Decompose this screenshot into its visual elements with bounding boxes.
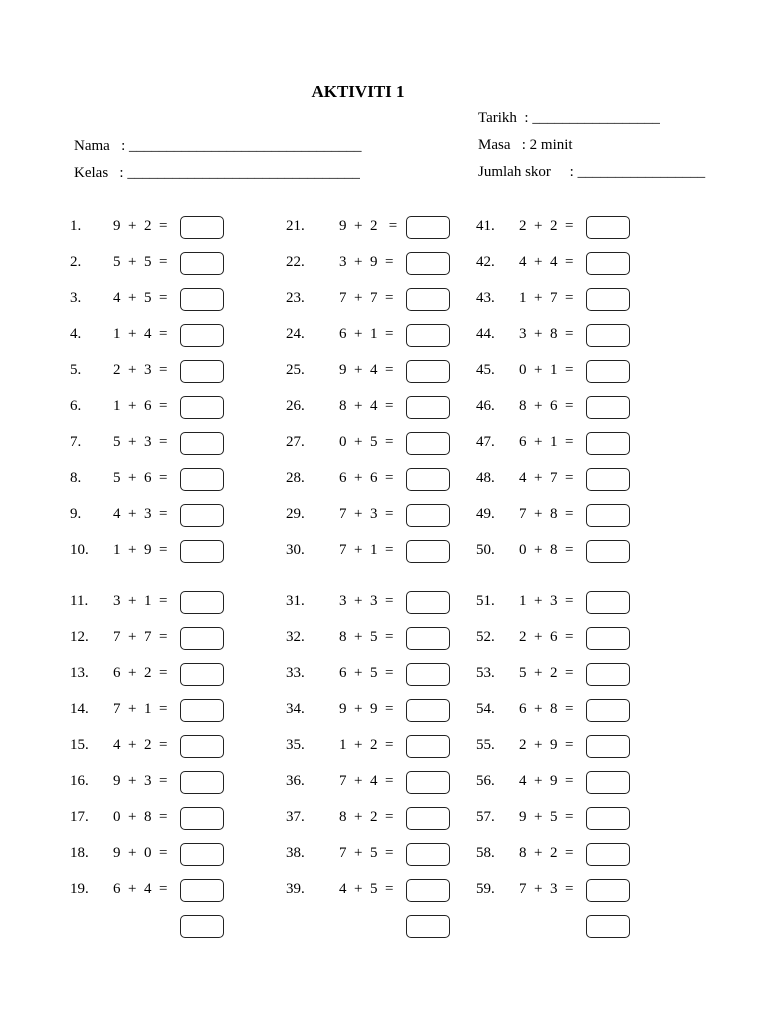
answer-box[interactable] (406, 288, 450, 311)
problem-equation: 5 + 6 = (113, 470, 168, 486)
problem-equation: 1 + 4 = (113, 326, 168, 342)
problem-equation: 6 + 5 = (339, 665, 394, 681)
problem-equation: 1 + 6 = (113, 398, 168, 414)
problem-number: 5. (70, 362, 82, 378)
answer-box[interactable] (586, 504, 630, 527)
problem-number: 56. (476, 773, 495, 789)
answer-box[interactable] (586, 288, 630, 311)
problem-equation: 7 + 5 = (339, 845, 394, 861)
problem-number: 9. (70, 506, 82, 522)
problem-number: 35. (286, 737, 305, 753)
problem-number: 51. (476, 593, 495, 609)
answer-box[interactable] (180, 879, 224, 902)
answer-box[interactable] (406, 540, 450, 563)
problem-equation: 5 + 2 = (519, 665, 574, 681)
problem-equation: 9 + 0 = (113, 845, 168, 861)
problem-equation: 3 + 3 = (339, 593, 394, 609)
problem-equation: 6 + 8 = (519, 701, 574, 717)
answer-box[interactable] (586, 591, 630, 614)
problem-equation: 1 + 2 = (339, 737, 394, 753)
answer-box[interactable] (406, 843, 450, 866)
problem-equation: 5 + 5 = (113, 254, 168, 270)
problem-number: 55. (476, 737, 495, 753)
problem-equation: 9 + 2 = (339, 218, 398, 234)
problem-equation: 4 + 9 = (519, 773, 574, 789)
problem-number: 21. (286, 218, 305, 234)
answer-box[interactable] (586, 627, 630, 650)
problem-number: 42. (476, 254, 495, 270)
problem-number: 39. (286, 881, 305, 897)
answer-box[interactable] (586, 252, 630, 275)
problem-equation: 4 + 4 = (519, 254, 574, 270)
problem-number: 6. (70, 398, 82, 414)
page-title: AKTIVITI 1 (311, 82, 405, 101)
problem-number: 28. (286, 470, 305, 486)
problem-number: 47. (476, 434, 495, 450)
problem-number: 33. (286, 665, 305, 681)
problem-number: 50. (476, 542, 495, 558)
answer-box[interactable] (406, 771, 450, 794)
answer-box[interactable] (586, 699, 630, 722)
answer-box[interactable] (180, 699, 224, 722)
problem-equation: 6 + 1 = (339, 326, 394, 342)
answer-box[interactable] (406, 216, 450, 239)
answer-box[interactable] (180, 288, 224, 311)
problem-number: 37. (286, 809, 305, 825)
problem-equation: 2 + 3 = (113, 362, 168, 378)
answer-box[interactable] (406, 468, 450, 491)
masa-label: Masa : 2 minit (478, 137, 573, 153)
answer-box[interactable] (180, 843, 224, 866)
answer-box[interactable] (406, 735, 450, 758)
problem-equation: 6 + 4 = (113, 881, 168, 897)
problem-number: 59. (476, 881, 495, 897)
problem-number: 23. (286, 290, 305, 306)
answer-box[interactable] (406, 432, 450, 455)
problem-equation: 8 + 4 = (339, 398, 394, 414)
problem-number: 48. (476, 470, 495, 486)
answer-box[interactable] (180, 627, 224, 650)
problem-equation: 8 + 2 = (519, 845, 574, 861)
tarikh-field[interactable]: Tarikh : _________________ (478, 110, 660, 126)
problem-equation: 9 + 4 = (339, 362, 394, 378)
problem-number: 3. (70, 290, 82, 306)
problem-number: 29. (286, 506, 305, 522)
answer-box[interactable] (586, 324, 630, 347)
answer-box[interactable] (586, 360, 630, 383)
problem-equation: 7 + 3 = (339, 506, 394, 522)
problem-number: 8. (70, 470, 82, 486)
problem-number: 22. (286, 254, 305, 270)
problem-number: 45. (476, 362, 495, 378)
problem-number: 52. (476, 629, 495, 645)
problem-equation: 8 + 2 = (339, 809, 394, 825)
problem-number: 54. (476, 701, 495, 717)
problem-number: 11. (70, 593, 89, 609)
answer-box[interactable] (180, 807, 224, 830)
answer-box[interactable] (406, 396, 450, 419)
problem-equation: 7 + 1 = (113, 701, 168, 717)
problem-number: 34. (286, 701, 305, 717)
problem-number: 24. (286, 326, 305, 342)
answer-box[interactable] (180, 468, 224, 491)
answer-box[interactable] (586, 843, 630, 866)
answer-box[interactable] (406, 504, 450, 527)
problem-number: 10. (70, 542, 89, 558)
problem-equation: 5 + 3 = (113, 434, 168, 450)
answer-box[interactable] (180, 252, 224, 275)
problem-equation: 1 + 3 = (519, 593, 574, 609)
problem-number: 53. (476, 665, 495, 681)
problem-number: 1. (70, 218, 82, 234)
answer-box[interactable] (180, 396, 224, 419)
answer-box[interactable] (180, 540, 224, 563)
problem-equation: 8 + 6 = (519, 398, 574, 414)
problem-equation: 2 + 9 = (519, 737, 574, 753)
problem-number: 46. (476, 398, 495, 414)
problem-equation: 9 + 2 = (113, 218, 168, 234)
problem-equation: 7 + 4 = (339, 773, 394, 789)
problem-number: 19. (70, 881, 89, 897)
answer-box[interactable] (586, 396, 630, 419)
problem-equation: 4 + 3 = (113, 506, 168, 522)
answer-box[interactable] (406, 252, 450, 275)
problem-equation: 9 + 9 = (339, 701, 394, 717)
problem-number: 38. (286, 845, 305, 861)
answer-box[interactable] (406, 663, 450, 686)
problem-number: 57. (476, 809, 495, 825)
problem-equation: 9 + 5 = (519, 809, 574, 825)
answer-box[interactable] (406, 627, 450, 650)
problem-equation: 4 + 5 = (339, 881, 394, 897)
answer-box[interactable] (180, 735, 224, 758)
answer-box[interactable] (406, 879, 450, 902)
problem-equation: 4 + 5 = (113, 290, 168, 306)
problem-number: 30. (286, 542, 305, 558)
problem-equation: 4 + 7 = (519, 470, 574, 486)
problem-equation: 7 + 8 = (519, 506, 574, 522)
answer-box[interactable] (180, 324, 224, 347)
problem-number: 32. (286, 629, 305, 645)
problem-equation: 2 + 2 = (519, 218, 574, 234)
answer-box[interactable] (180, 432, 224, 455)
answer-box[interactable] (586, 735, 630, 758)
problem-equation: 0 + 1 = (519, 362, 574, 378)
problem-number: 31. (286, 593, 305, 609)
problem-number: 14. (70, 701, 89, 717)
problem-equation: 8 + 5 = (339, 629, 394, 645)
jumlah-skor-field[interactable]: Jumlah skor : _________________ (478, 164, 706, 180)
problem-equation: 3 + 8 = (519, 326, 574, 342)
answer-box[interactable] (180, 360, 224, 383)
problem-number: 26. (286, 398, 305, 414)
problem-equation: 6 + 1 = (519, 434, 574, 450)
answer-box[interactable] (406, 807, 450, 830)
problem-number: 25. (286, 362, 305, 378)
problem-equation: 2 + 6 = (519, 629, 574, 645)
answer-box[interactable] (586, 807, 630, 830)
answer-box[interactable] (406, 591, 450, 614)
problem-equation: 3 + 1 = (113, 593, 168, 609)
answer-box[interactable] (586, 432, 630, 455)
answer-box[interactable] (586, 216, 630, 239)
problem-number: 12. (70, 629, 89, 645)
problem-number: 41. (476, 218, 495, 234)
answer-box[interactable] (586, 879, 630, 902)
answer-box[interactable] (406, 699, 450, 722)
problem-equation: 0 + 5 = (339, 434, 394, 450)
problem-number: 58. (476, 845, 495, 861)
answer-box[interactable] (180, 663, 224, 686)
kelas-field[interactable]: Kelas : _______________________________ (74, 165, 360, 181)
problem-number: 36. (286, 773, 305, 789)
nama-field[interactable]: Nama : _______________________________ (74, 138, 362, 154)
answer-box[interactable] (406, 360, 450, 383)
answer-box[interactable] (180, 591, 224, 614)
answer-box[interactable] (586, 663, 630, 686)
problem-number: 16. (70, 773, 89, 789)
answer-box[interactable] (586, 540, 630, 563)
problem-number: 43. (476, 290, 495, 306)
problem-number: 4. (70, 326, 82, 342)
problem-number: 49. (476, 506, 495, 522)
problem-equation: 1 + 9 = (113, 542, 168, 558)
problem-number: 44. (476, 326, 495, 342)
answer-box[interactable] (180, 216, 224, 239)
problem-equation: 7 + 1 = (339, 542, 394, 558)
problem-equation: 6 + 2 = (113, 665, 168, 681)
problem-equation: 0 + 8 = (113, 809, 168, 825)
answer-box[interactable] (586, 915, 630, 938)
answer-box[interactable] (180, 915, 224, 938)
answer-box[interactable] (406, 915, 450, 938)
problem-equation: 7 + 7 = (113, 629, 168, 645)
answer-box[interactable] (180, 504, 224, 527)
problem-number: 18. (70, 845, 89, 861)
answer-box[interactable] (586, 771, 630, 794)
problem-equation: 4 + 2 = (113, 737, 168, 753)
problem-equation: 9 + 3 = (113, 773, 168, 789)
problem-equation: 7 + 7 = (339, 290, 394, 306)
problem-number: 27. (286, 434, 305, 450)
problem-number: 17. (70, 809, 89, 825)
problem-equation: 6 + 6 = (339, 470, 394, 486)
answer-box[interactable] (586, 468, 630, 491)
problem-number: 7. (70, 434, 82, 450)
problem-equation: 7 + 3 = (519, 881, 574, 897)
problem-equation: 1 + 7 = (519, 290, 574, 306)
problem-number: 15. (70, 737, 89, 753)
problem-number: 13. (70, 665, 89, 681)
answer-box[interactable] (180, 771, 224, 794)
problem-number: 2. (70, 254, 82, 270)
problem-equation: 0 + 8 = (519, 542, 574, 558)
answer-box[interactable] (406, 324, 450, 347)
problem-equation: 3 + 9 = (339, 254, 394, 270)
